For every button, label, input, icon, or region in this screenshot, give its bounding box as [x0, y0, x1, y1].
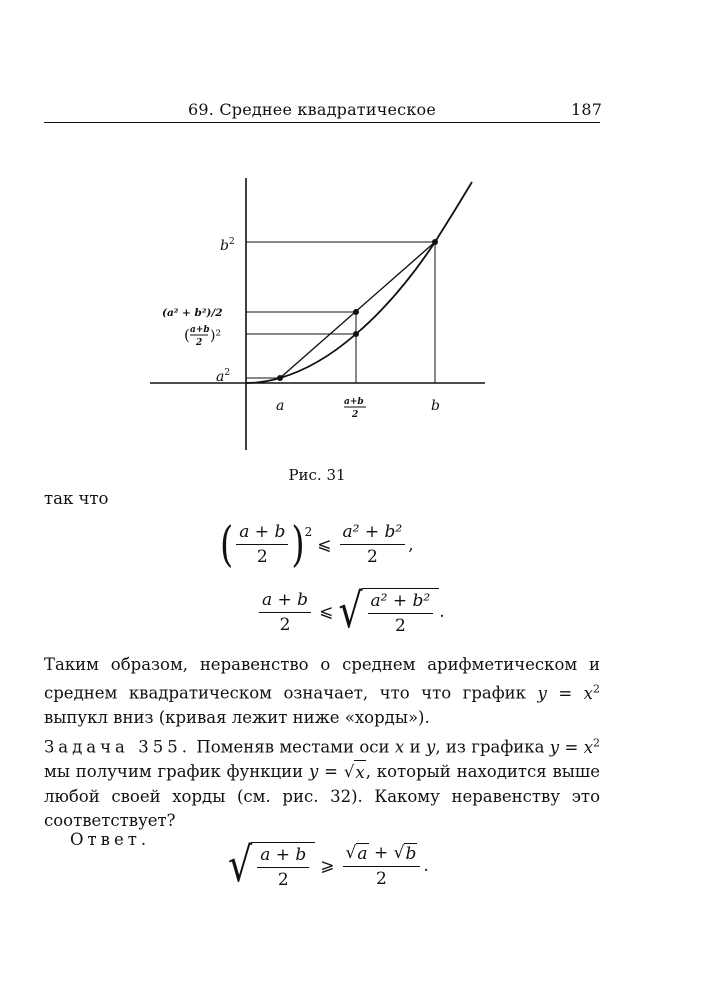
eq2-rhs-num: a² + b² [370, 591, 431, 611]
label-a: a [276, 398, 285, 414]
label-mid-num: a+b [344, 397, 364, 407]
formula-y-x2-2: $y = x^2$ [549, 736, 600, 757]
formula-y-x2: $y = x^2$ [537, 682, 600, 703]
eq1-exp: 2 [304, 524, 313, 539]
point-b [432, 239, 438, 245]
eq1-den: 2 [256, 547, 268, 567]
page-number: 187 [571, 100, 603, 119]
ans-geq: ⩾ [320, 856, 335, 876]
figure-caption: Рис. 31 [288, 466, 346, 484]
eq2-den: 2 [279, 614, 291, 635]
parabola-curve [246, 182, 472, 383]
eq2-leq: ⩽ [319, 602, 334, 622]
label-sq-mean-open: ( [184, 326, 190, 344]
eq1-rhs-num: a² + b² [342, 522, 403, 542]
intro-text: так что [44, 489, 109, 508]
point-a [277, 375, 283, 381]
answer-inequality: √ $\frac{a + b}{2}$ ⩾ √ a + √ b 2 . [228, 837, 429, 893]
point-chord-mid [353, 309, 359, 315]
eq1-rhs-den: 2 [366, 547, 378, 567]
label-sq-mean-close: )² [210, 328, 222, 344]
inequality-2: $\frac{a + b}{2}$ ⩽ √ $\frac{\text{a² + b²}}{2}$ . [256, 588, 445, 636]
inequality-1: ( $\frac{a + b}{2}$ ) $^2$ ⩽ $\frac{\text{a² + b²}}{2}$ , [220, 516, 414, 573]
header-rule [44, 122, 600, 123]
figure-31 [150, 170, 490, 460]
label-b: b [431, 398, 440, 414]
formula-y-sqrt-x: y = √ x [309, 762, 366, 781]
ans-den: 2 [277, 870, 289, 890]
label-b2: $b^2$ [220, 237, 235, 254]
ans-rhs-den: 2 [376, 869, 387, 889]
eq1-leq: ⩽ [317, 534, 332, 555]
point-curve-mid [353, 331, 359, 337]
label-sq-mean-den: 2 [196, 338, 203, 348]
label-mean-sq: (a² + b²)/2 [162, 307, 223, 319]
running-title: 69. Среднее квадратическое [188, 100, 437, 119]
eq2-num: a + b [262, 589, 309, 610]
ans-num: a + b [260, 845, 307, 865]
eq2-rhs-den: 2 [394, 616, 406, 636]
problem-label: Задача 355. [44, 737, 191, 757]
problem-355: Задача 355. Поменяв местами оси x и y, из графика $y = x^2$ мы получим график функции y = √ x , который находится выше любой своей хорды (см. рис. 32). Какому неравенству это соответствует? [44, 736, 600, 830]
conclusion-paragraph: Таким образом, неравенство о среднем арифметическом и среднем квадратическом означает, что что график $y = x^2$ выпукл вниз (кривая лежит ниже «хорды»). [44, 655, 600, 727]
eq1-num: a + b [239, 522, 286, 542]
label-sq-mean-num: a+b [190, 325, 210, 335]
label-a2: $a^2$ [216, 368, 231, 385]
label-mid-den: 2 [352, 410, 359, 420]
answer-label: Ответ. [70, 830, 151, 849]
